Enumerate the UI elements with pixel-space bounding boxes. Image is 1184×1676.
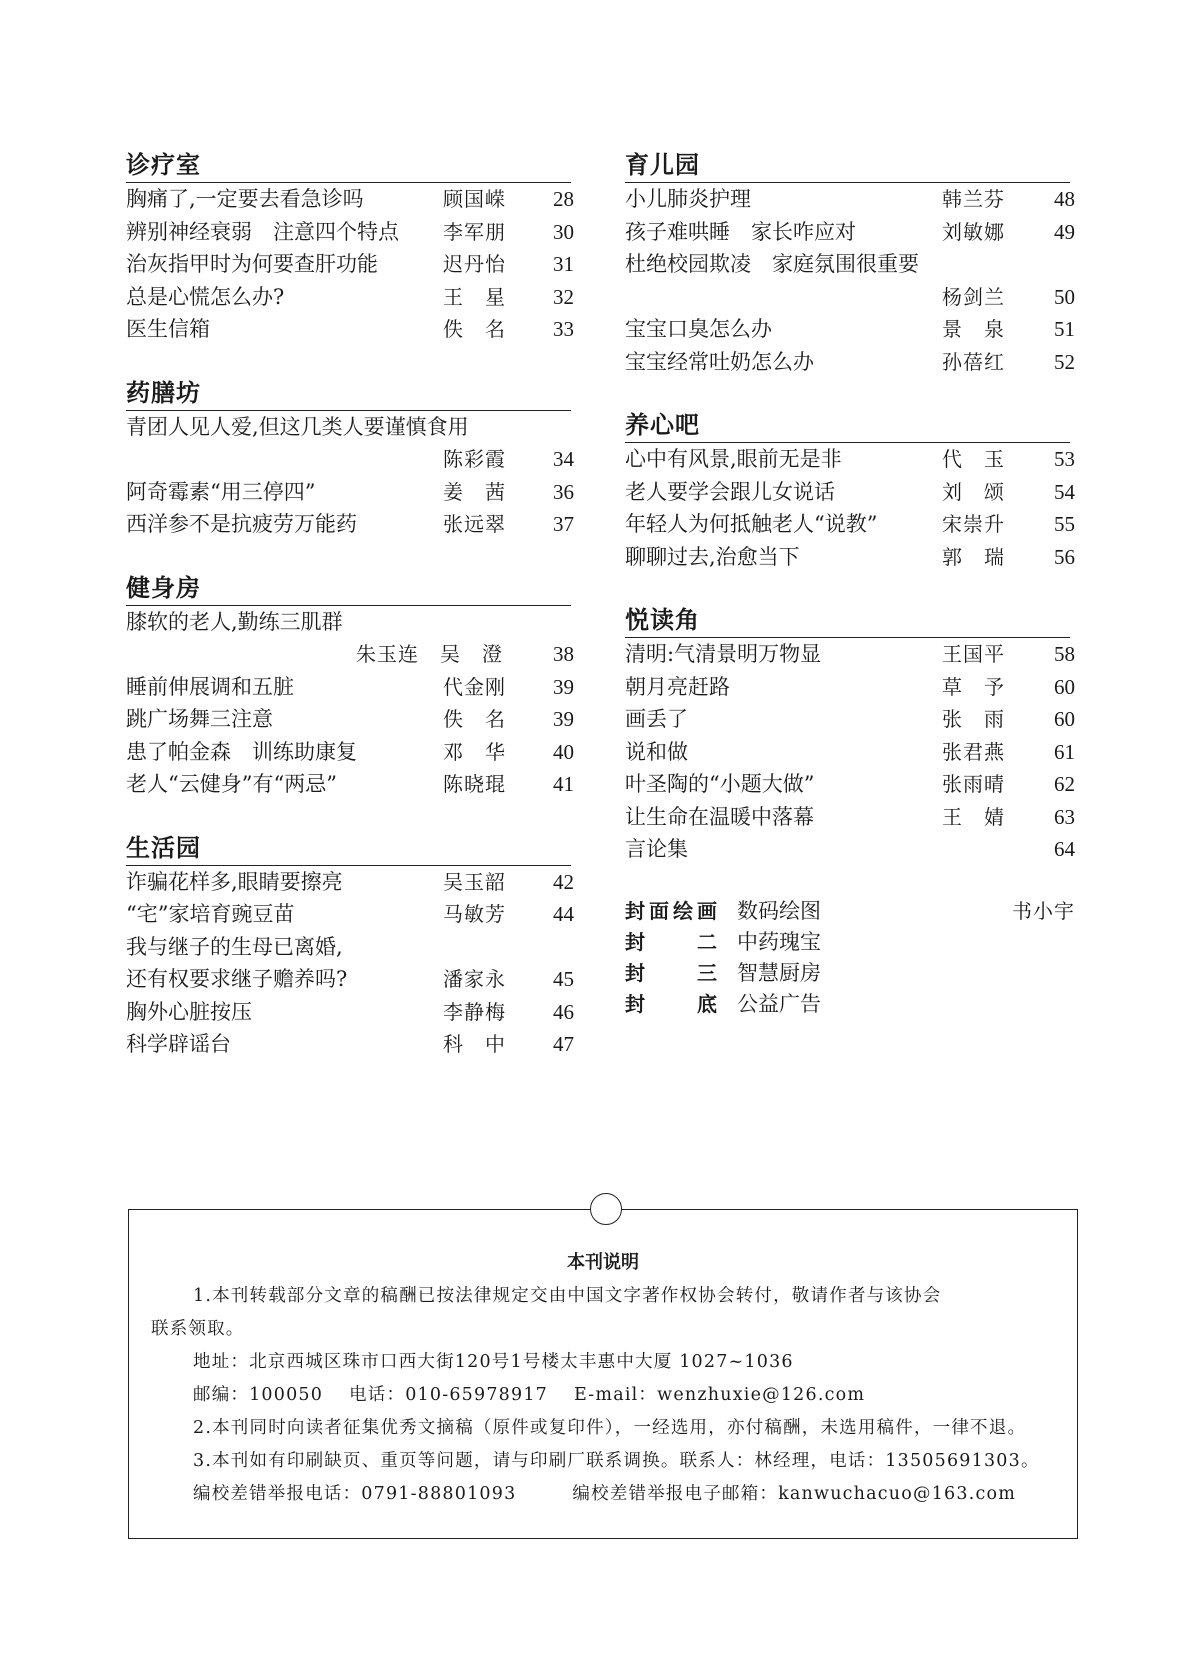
toc-entry[interactable]: [625, 248, 1075, 281]
entry-title: 西洋参不是抗疲劳万能药: [126, 512, 357, 536]
toc-entry[interactable]: [126, 476, 574, 509]
toc-entry[interactable]: [126, 866, 574, 899]
entry-page: 44: [553, 902, 574, 926]
toc-entry[interactable]: [625, 183, 1075, 216]
entry-page: 63: [1054, 804, 1075, 829]
entry-author: 陈晓琨: [443, 772, 506, 796]
entry-page: 52: [1054, 349, 1075, 374]
entry-title: 画丢了: [625, 707, 688, 731]
entry-title: 诈骗花样多,眼睛要擦亮: [126, 869, 343, 894]
entry-title: 心中有风景,眼前无是非: [625, 447, 842, 471]
entry-title: 宝宝经常吐奶怎么办: [625, 349, 814, 374]
entry-page: 34: [553, 447, 574, 471]
entry-page: 32: [553, 284, 574, 309]
toc-entry[interactable]: [126, 768, 574, 801]
section-title: 悦读角: [625, 603, 1070, 638]
entry-title: 孩子难哄睡 家长咋应对: [625, 219, 856, 244]
entry-title: 辨别神经衰弱 注意四个特点: [126, 219, 399, 244]
entry-title: 小儿肺炎护理: [625, 187, 751, 211]
entry-page: 61: [1054, 739, 1075, 764]
entry-title: “宅”家培育豌豆苗: [126, 902, 295, 926]
entry-author: 草 予: [942, 674, 1005, 699]
toc-entry[interactable]: [126, 281, 574, 314]
toc-entry[interactable]: [625, 638, 1075, 671]
toc-entry[interactable]: [126, 1028, 574, 1061]
entry-title: 跳广场舞三注意: [126, 707, 273, 731]
entry-author: 王 婧: [942, 804, 1005, 829]
entry-page: 41: [553, 772, 574, 796]
entry-page: 38: [553, 642, 574, 666]
toc-entry[interactable]: [126, 671, 574, 704]
toc-entry[interactable]: [625, 541, 1075, 574]
entry-title: 聊聊过去,治愈当下: [625, 544, 800, 569]
entry-page: 46: [553, 999, 574, 1024]
entry-author: 杨剑兰: [942, 284, 1005, 309]
section-title: 养心吧: [625, 408, 1070, 443]
notice-body: [151, 1280, 1055, 1511]
entry-author: 佚 名: [443, 317, 506, 341]
toc-entry[interactable]: [625, 833, 1075, 866]
cover-label: 封 面 绘 画: [625, 898, 717, 923]
toc-entry[interactable]: [126, 183, 574, 216]
toc-entry[interactable]: [126, 443, 574, 476]
toc-section: [625, 148, 1075, 378]
entry-title: 青团人见人爱,但这几类人要谨慎食用: [126, 414, 469, 439]
cover-label: 封 底: [625, 991, 717, 1016]
entry-title: 言论集: [625, 837, 688, 861]
section-title: 健身房: [126, 571, 571, 606]
entry-page: 60: [1054, 674, 1075, 699]
toc-entry[interactable]: [126, 606, 574, 639]
notice-p1-cont: 联系领取。: [151, 1319, 245, 1339]
toc-entry[interactable]: [126, 736, 574, 769]
notice-report-phone: 编校差错举报电话：0791-88801093: [193, 1484, 517, 1504]
cover-label: 封 三: [625, 960, 717, 985]
toc-section: [126, 831, 574, 1061]
entry-title: 睡前伸展调和五脏: [126, 674, 294, 699]
entry-page: 40: [553, 739, 574, 764]
entry-title: 医生信箱: [126, 317, 210, 341]
entry-page: 39: [553, 674, 574, 699]
entry-title: 杜绝校园欺凌 家庭氛围很重要: [625, 252, 919, 276]
entry-title: 宝宝口臭怎么办: [625, 317, 772, 341]
toc-section: [625, 603, 1075, 866]
entry-author: 韩兰芬: [942, 187, 1005, 211]
left-column: [126, 148, 574, 1091]
notice-phone: 电话：010-65978917: [349, 1385, 548, 1405]
entry-author: 郭 瑞: [942, 544, 1005, 569]
entry-author: 吴玉韶: [443, 869, 506, 894]
toc-section: [126, 571, 574, 801]
entry-page: 30: [553, 219, 574, 244]
section-title: 药膳坊: [126, 376, 571, 411]
entry-page: 48: [1054, 187, 1075, 211]
notice-contact: [151, 1379, 1055, 1412]
entry-author: 陈彩霞: [443, 447, 506, 471]
entry-author: 迟丹怡: [443, 252, 506, 276]
notice-address: 地址：北京西城区珠市口西大街120号1号楼太丰惠中大厦 1027~1036: [193, 1352, 794, 1372]
entry-title: 老人“云健身”有“两忌”: [126, 772, 337, 796]
entry-author: 孙蓓红: [942, 349, 1005, 374]
toc-entry[interactable]: [625, 508, 1075, 541]
entry-page: 50: [1054, 284, 1075, 309]
entry-page: 28: [553, 187, 574, 211]
toc-entry[interactable]: [126, 411, 574, 444]
entry-author: 宋崇升: [942, 512, 1005, 536]
toc-entry[interactable]: [625, 736, 1075, 769]
entry-title: 治灰指甲时为何要查肝功能: [126, 252, 378, 276]
right-column: [625, 148, 1075, 1020]
entry-author: 潘家永: [443, 967, 506, 991]
toc-entry[interactable]: [625, 346, 1075, 379]
notice-report-email: 编校差错举报电子邮箱：kanwuchacuo@163.com: [572, 1484, 1016, 1504]
notice-p1: 1.本刊转载部分文章的稿酬已按法律规定交由中国文字著作权协会转付，敬请作者与该协会: [193, 1286, 942, 1306]
toc-entry[interactable]: [625, 703, 1075, 736]
toc-section: [625, 408, 1075, 573]
entry-author: 邓 华: [443, 739, 506, 764]
cover-value: 中药瑰宝: [737, 929, 821, 954]
entry-author: 李静梅: [443, 999, 506, 1024]
entry-page: 60: [1054, 707, 1075, 731]
entry-title: 阿奇霉素“用三停四”: [126, 479, 316, 504]
toc-entry[interactable]: [126, 703, 574, 736]
entry-title: 说和做: [625, 739, 688, 764]
toc-entry[interactable]: [126, 248, 574, 281]
notice-postcode: 邮编：100050: [193, 1385, 324, 1405]
notice-report: [151, 1478, 1055, 1511]
cover-row: [625, 958, 1075, 989]
entry-page: 42: [553, 869, 574, 894]
cover-value: 数码绘图: [737, 898, 821, 923]
entry-page: 55: [1054, 512, 1075, 536]
entry-author: 刘敏娜: [942, 219, 1005, 244]
cover-value: 智慧厨房: [737, 960, 821, 985]
entry-author: 姜 茜: [443, 479, 506, 504]
section-title: 诊疗室: [126, 148, 571, 183]
entry-page: 54: [1054, 479, 1075, 504]
notice-p2: 2.本刊同时向读者征集优秀文摘稿（原件或复印件），一经选用，亦付稿酬，未选用稿件，一律不退。: [193, 1418, 1027, 1438]
section-title: 生活园: [126, 831, 571, 866]
notice-box: [128, 1209, 1078, 1539]
entry-title: 科学辟谣台: [126, 1032, 231, 1056]
entry-page: 58: [1054, 642, 1075, 666]
toc-entry[interactable]: [126, 931, 574, 964]
cover-row: [625, 927, 1075, 958]
entry-page: 37: [553, 512, 574, 536]
cover-author: 书小宇: [1012, 898, 1075, 923]
toc-entry[interactable]: [126, 313, 574, 346]
entry-title: 老人要学会跟儿女说话: [625, 479, 835, 504]
cover-row: [625, 896, 1075, 927]
entry-title: 朝月亮赶路: [625, 674, 730, 699]
circle-ornament: [590, 1193, 622, 1225]
entry-title: 膝软的老人,勤练三肌群: [126, 609, 343, 634]
toc-entry[interactable]: [625, 801, 1075, 834]
toc-entry[interactable]: [126, 508, 574, 541]
toc-entry[interactable]: [625, 216, 1075, 249]
notice-title: 本刊说明: [567, 1252, 639, 1273]
entry-author: 王 星: [443, 284, 506, 309]
toc-entry[interactable]: [625, 443, 1075, 476]
entry-title: 还有权要求继子赡养吗?: [126, 967, 348, 991]
cover-label: 封 二: [625, 929, 717, 954]
entry-title: 总是心慌怎么办?: [126, 284, 285, 309]
entry-title: 胸痛了,一定要去看急诊吗: [126, 187, 364, 211]
entry-author: 景 泉: [942, 317, 1005, 341]
entry-author: 张君燕: [942, 739, 1005, 764]
entry-title: 叶圣陶的“小题大做”: [625, 772, 815, 796]
entry-author: 王国平: [942, 642, 1005, 666]
entry-page: 47: [553, 1032, 574, 1056]
entry-author: 朱玉连 吴 澄: [356, 642, 503, 666]
cover-value: 公益广告: [737, 991, 821, 1016]
entry-author: 张远翠: [443, 512, 506, 536]
entry-page: 45: [553, 967, 574, 991]
entry-author: 代 玉: [942, 447, 1005, 471]
toc-entry[interactable]: [625, 671, 1075, 704]
toc-entry[interactable]: [126, 963, 574, 996]
section-title: 育儿园: [625, 148, 1070, 183]
toc-entry[interactable]: [625, 281, 1075, 314]
entry-page: 33: [553, 317, 574, 341]
toc-entry[interactable]: [126, 216, 574, 249]
entry-page: 56: [1054, 544, 1075, 569]
cover-credits: [625, 896, 1075, 1020]
toc-entry[interactable]: [126, 898, 574, 931]
entry-page: 31: [553, 252, 574, 276]
entry-author: 科 中: [443, 1032, 506, 1056]
notice-email: E-mail：wenzhuxie@126.com: [574, 1385, 866, 1405]
entry-title: 胸外心脏按压: [126, 999, 252, 1024]
entry-author: 张 雨: [942, 707, 1005, 731]
entry-page: 64: [1054, 837, 1075, 861]
toc-entry[interactable]: [625, 313, 1075, 346]
entry-title: 年轻人为何抵触老人“说教”: [625, 512, 878, 536]
entry-page: 49: [1054, 219, 1075, 244]
notice-p3: 3.本刊如有印刷缺页、重页等问题，请与印刷厂联系调换。联系人：林经理，电话：13505691303。: [193, 1451, 1040, 1471]
entry-title: 我与继子的生母已离婚,: [126, 934, 343, 959]
toc-entry[interactable]: [625, 476, 1075, 509]
entry-author: 顾国嵘: [443, 187, 506, 211]
entry-author: 张雨晴: [942, 772, 1005, 796]
entry-author: 李军朋: [443, 219, 506, 244]
entry-title: 清明:气清景明万物显: [625, 642, 822, 666]
toc-section: [126, 148, 574, 346]
entry-author: 佚 名: [443, 707, 506, 731]
entry-page: 36: [553, 479, 574, 504]
entry-title: 患了帕金森 训练助康复: [126, 739, 357, 764]
entry-page: 39: [553, 707, 574, 731]
cover-row: [625, 989, 1075, 1020]
entry-title: 让生命在温暖中落幕: [625, 804, 814, 829]
entry-page: 53: [1054, 447, 1075, 471]
toc-section: [126, 376, 574, 541]
toc-entry[interactable]: [625, 768, 1075, 801]
entry-author: 刘 颂: [942, 479, 1005, 504]
entry-page: 62: [1054, 772, 1075, 796]
entry-author: 马敏芳: [443, 902, 506, 926]
entry-page: 51: [1054, 317, 1075, 341]
entry-author: 代金刚: [443, 674, 506, 699]
toc-entry[interactable]: [126, 996, 574, 1029]
toc-entry[interactable]: [126, 638, 574, 671]
